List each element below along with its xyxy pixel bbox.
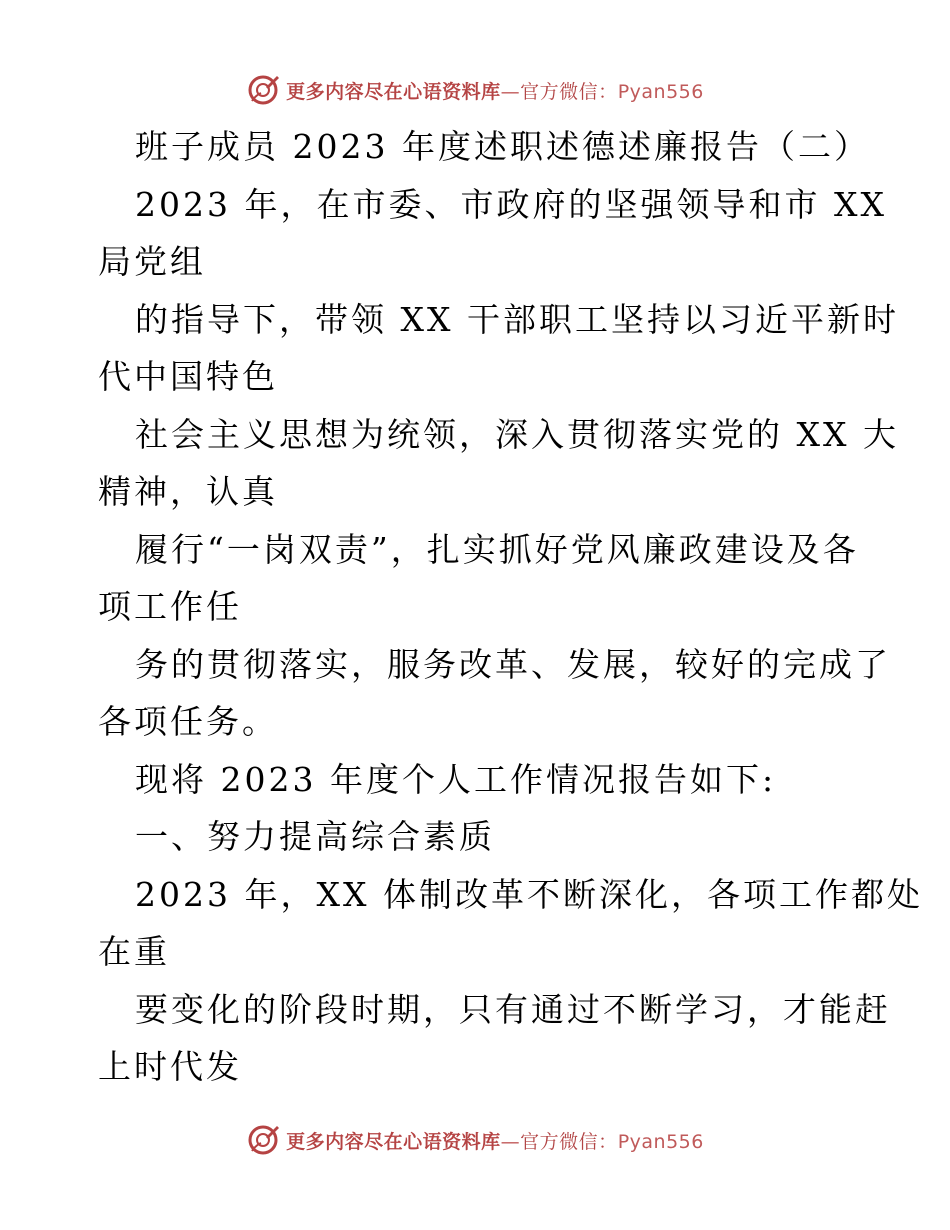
doc-line: 上时代发 — [98, 1047, 242, 1086]
banner-dash: — — [500, 1130, 521, 1153]
banner-main-text: 更多内容尽在心语资料库 — [286, 1130, 501, 1153]
pen-logo-icon — [246, 73, 280, 107]
banner-text — [286, 1127, 704, 1154]
pen-logo-icon — [246, 1123, 280, 1157]
doc-title: 班子成员 2023 年度述职述德述廉报告（二） — [135, 127, 870, 166]
doc-line: 2023 年，XX 体制改革不断深化，各项工作都处 — [135, 874, 923, 914]
doc-line: 履行“一岗双责”，扎实抓好党风廉政建设及各 — [135, 529, 859, 569]
doc-line: 局党组 — [98, 242, 206, 281]
doc-line: 项工作任 — [98, 587, 242, 626]
banner-wechat-id: Pyan556 — [617, 80, 704, 103]
banner-dash: — — [500, 80, 521, 103]
banner-main-text: 更多内容尽在心语资料库 — [286, 80, 501, 103]
section-heading: 一、努力提高综合素质 — [135, 817, 495, 856]
doc-line: 代中国特色 — [98, 357, 278, 396]
footer-banner — [0, 1120, 950, 1160]
banner-text — [286, 77, 704, 104]
doc-line: 社会主义思想为统领，深入贯彻落实党的 XX 大 — [135, 414, 899, 454]
doc-line: 的指导下，带领 XX 干部职工坚持以习近平新时 — [135, 299, 899, 339]
doc-line: 务的贯彻落实，服务改革、发展，较好的完成了 — [135, 644, 891, 684]
doc-line: 现将 2023 年度个人工作情况报告如下: — [135, 759, 777, 799]
header-banner — [0, 70, 950, 110]
banner-channel-text: 官方微信： — [520, 80, 618, 103]
doc-line: 要变化的阶段时期，只有通过不断学习，才能赶 — [135, 989, 891, 1029]
doc-line: 2023 年，在市委、市政府的坚强领导和市 XX — [135, 184, 887, 224]
doc-line: 精神，认真 — [98, 472, 278, 511]
document-body — [98, 118, 923, 1096]
banner-wechat-id: Pyan556 — [617, 1130, 704, 1153]
banner-channel-text: 官方微信： — [520, 1130, 618, 1153]
doc-line: 在重 — [98, 932, 170, 971]
doc-line: 各项任务。 — [98, 702, 278, 741]
